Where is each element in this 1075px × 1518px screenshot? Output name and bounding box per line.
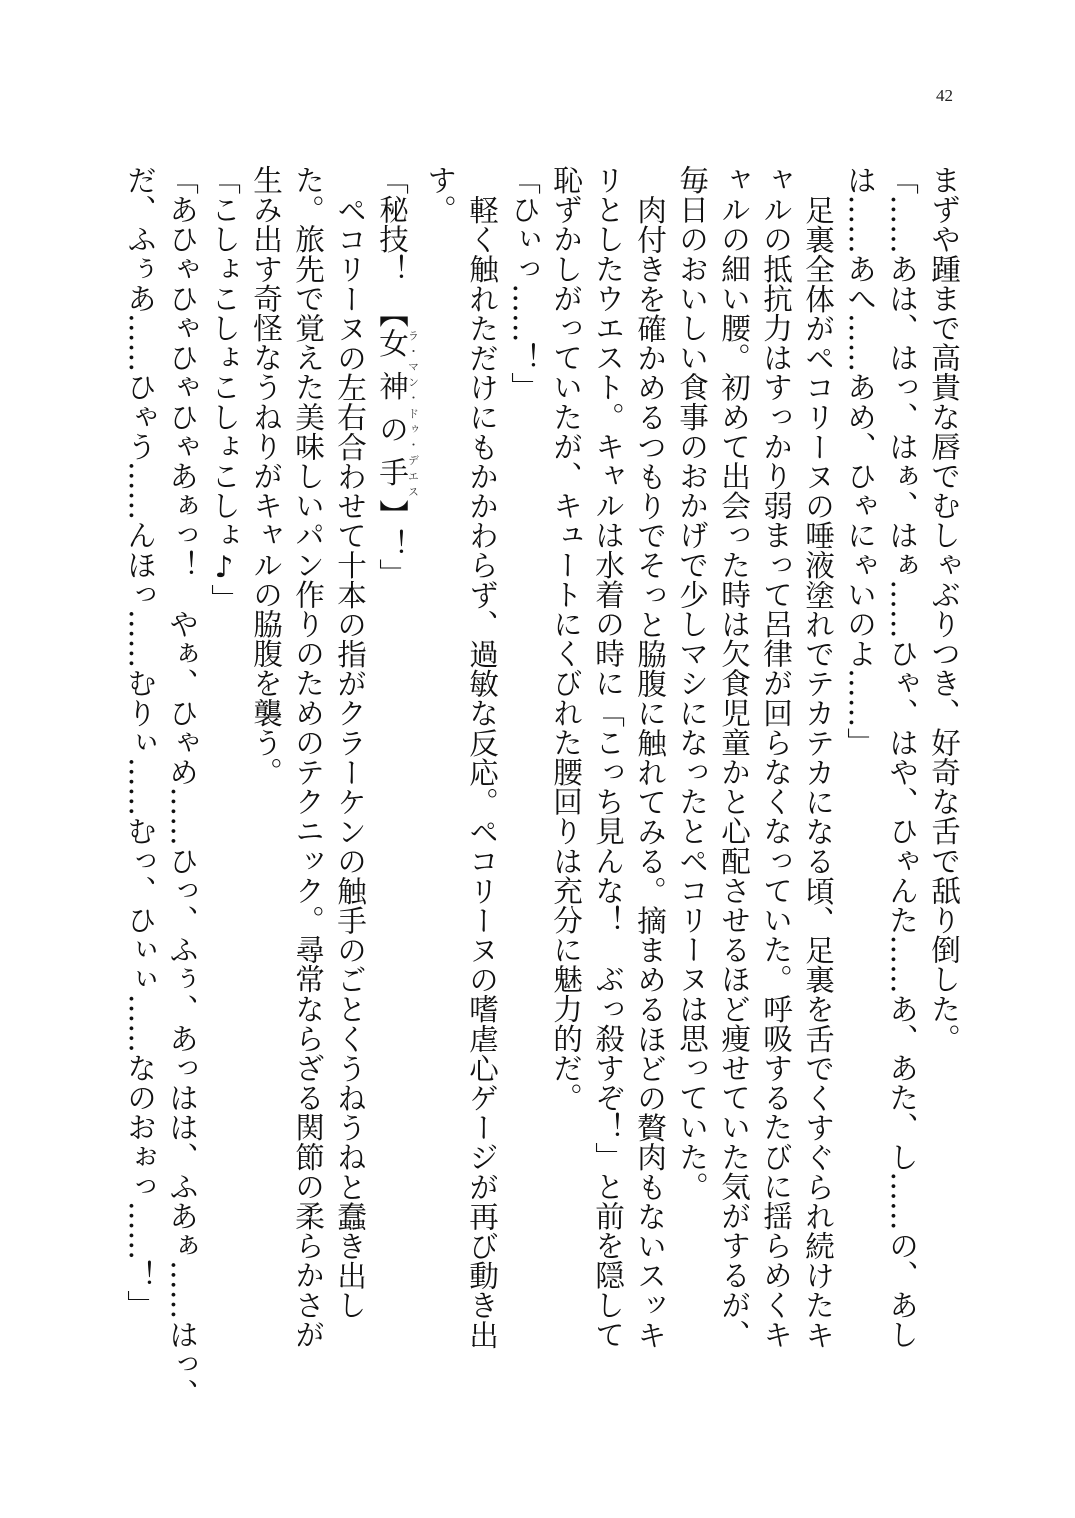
special-move-suffix: 】！」 <box>375 499 409 589</box>
text-column: 毎日のおいしい食事のおかげで少しマシになったとペコリーヌは思っていた。 <box>675 165 709 1201</box>
text-column: ャルの抵抗力はすっかり弱まって呂律が回らなくなっていた。呼吸するたびに揺らめくキ <box>759 165 793 1349</box>
special-move-line <box>371 165 419 1365</box>
page-number: 42 <box>936 86 953 105</box>
text-column: 「こしょこしょこしょこしょ♪」 <box>207 165 241 614</box>
text-column: す。 <box>423 165 457 225</box>
text-column: だ、ふぅあ……ひゃう……んほっ……むりぃ……むっ、ひぃぃ……なのおぉっ……！」 <box>123 165 157 1320</box>
text-column: ペコリーヌの左右合わせて十本の指がクラーケンの触手のごとくうねうねと蠢き出し <box>333 194 367 1320</box>
special-move-prefix: 「秘技！ 【 <box>375 165 409 328</box>
ruby-reading: ラ・マン・ドゥ・デエス <box>406 327 420 500</box>
text-column: 足裏全体がペコリーヌの唾液塗れでテカテカになる頃、足裏を舌でくすぐられ続けたキ <box>801 194 835 1349</box>
text-column: 生み出す奇怪なうねりがキャルの脇腹を襲う。 <box>249 165 283 787</box>
text-column: ャルの細い腰。初めて出会った時は欠食児童かと心配させるほど痩せていた気がするが、 <box>717 165 751 1349</box>
text-column: た。旅先で覚えた美味しいパン作りのためのテクニック。尋常ならざる関節の柔らかさが <box>291 165 325 1349</box>
text-column: 「あひゃひゃひゃひゃあぁっ！ やぁ、ひゃめ……ひっ、ふぅ、あっはは、ふあぁ……はっ、 <box>165 165 199 1409</box>
text-column: 肉付きを確かめるつもりでそっと脇腹に触れてみる。摘まめるほどの贅肉もないスッキ <box>633 194 667 1349</box>
special-move-ruby <box>375 327 420 500</box>
text-column: 「ひぃっ……！」 <box>507 165 541 402</box>
text-column: 軽く触れただけにもかかわらず、過敏な反応。ペコリーヌの嗜虐心ゲージが再び動き出 <box>465 194 499 1349</box>
text-column: 恥ずかしがっていたが、キュートにくびれた腰回りは充分に魅力的だ。 <box>549 165 583 1113</box>
ruby-base: 女神の手 <box>375 327 409 500</box>
text-column: リとしたウエスト。キャルは水着の時に「こっち見んな！ ぶっ殺すぞ！」と前を隠して <box>591 165 625 1349</box>
novel-body-text <box>119 165 965 1409</box>
text-column: 「……あは、はっ、はぁ、はぁ……ひゃ、はや、ひゃんた……あ、あた、し……の、あし <box>885 165 919 1349</box>
text-column: まずや踵まで高貴な唇でむしゃぶりつき、好奇な舌で舐り倒した。 <box>927 165 961 1053</box>
text-column: は……あへ……あめ、ひゃにゃいのよ……」 <box>843 165 877 757</box>
